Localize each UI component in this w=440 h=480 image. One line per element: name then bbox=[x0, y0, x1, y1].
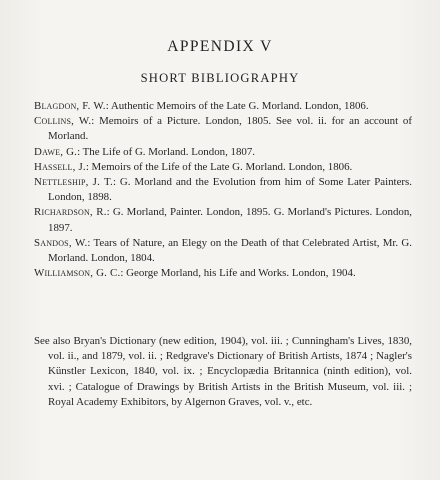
entry-author: Hassell, J. bbox=[34, 160, 86, 173]
bibliography-entry bbox=[34, 160, 412, 175]
entry-author: Sandos, W. bbox=[34, 236, 88, 249]
entry-text: : The Life of G. Morland. London, 1807. bbox=[77, 145, 256, 158]
entry-text: : Memoirs of the Life of the Late G. Morland. London, 1806. bbox=[85, 160, 353, 173]
appendix-heading: APPENDIX V bbox=[167, 38, 273, 55]
entry-author: Nettleship, J. T. bbox=[34, 176, 113, 189]
entry-text: : G. Morland, Painter. London, 1895. G. Morland's Pictures. London, 1897. bbox=[48, 206, 412, 234]
entry-text: : Tears of Nature, an Elegy on the Death of that Celebrated Artist, Mr. G. Morland. London, 1804. bbox=[48, 236, 412, 265]
bibliography-entry bbox=[34, 114, 412, 144]
entry-text: : G. Morland and the Evolution from him of Some Later Painters. London, 1898. bbox=[48, 176, 413, 204]
bibliography-entry bbox=[34, 99, 412, 114]
bibliography-entry bbox=[34, 175, 412, 205]
entry-author: Dawe, G. bbox=[34, 145, 78, 158]
entry-author: Williamson, G. C. bbox=[34, 267, 121, 280]
entry-text: : Memoirs of a Picture. London, 1805. See vol. ii. for an account of Morland. bbox=[48, 115, 412, 143]
entry-author: Richardson, R. bbox=[34, 206, 107, 219]
entry-text: : George Morland, his Life and Works. London, 1904. bbox=[120, 267, 356, 280]
bibliography-entry bbox=[34, 266, 412, 281]
entry-author: Collins, W. bbox=[34, 115, 92, 128]
bibliography-list bbox=[34, 99, 412, 281]
bibliography-entry bbox=[34, 145, 412, 160]
see-also-paragraph: See also Bryan's Dictionary (new edition, 1904), vol. iii. ; Cunningham's Lives, 1830, vol. ii., and 1879, vol. ii. ; Redgrave's Dictionary of British Artists, 1874 ; Nagler's Künstler Lexicon, 1840, vol. ix. ; Encyclopædia Britannica (ninth edition), vol. xvi. ; Catalogue of Drawings by British Artists in the British Museum, vol. iii. ; Royal Academy Exhibitors, by Algernon Graves, vol. v., etc. bbox=[34, 335, 412, 408]
entry-text: : Authentic Memoirs of the Late G. Morland. London, 1806. bbox=[105, 100, 369, 112]
bibliography-entry bbox=[34, 205, 412, 235]
bibliography-subheading: SHORT BIBLIOGRAPHY bbox=[140, 71, 300, 85]
bibliography-entry bbox=[34, 236, 412, 266]
entry-author: Blagdon, F. W. bbox=[34, 100, 106, 112]
